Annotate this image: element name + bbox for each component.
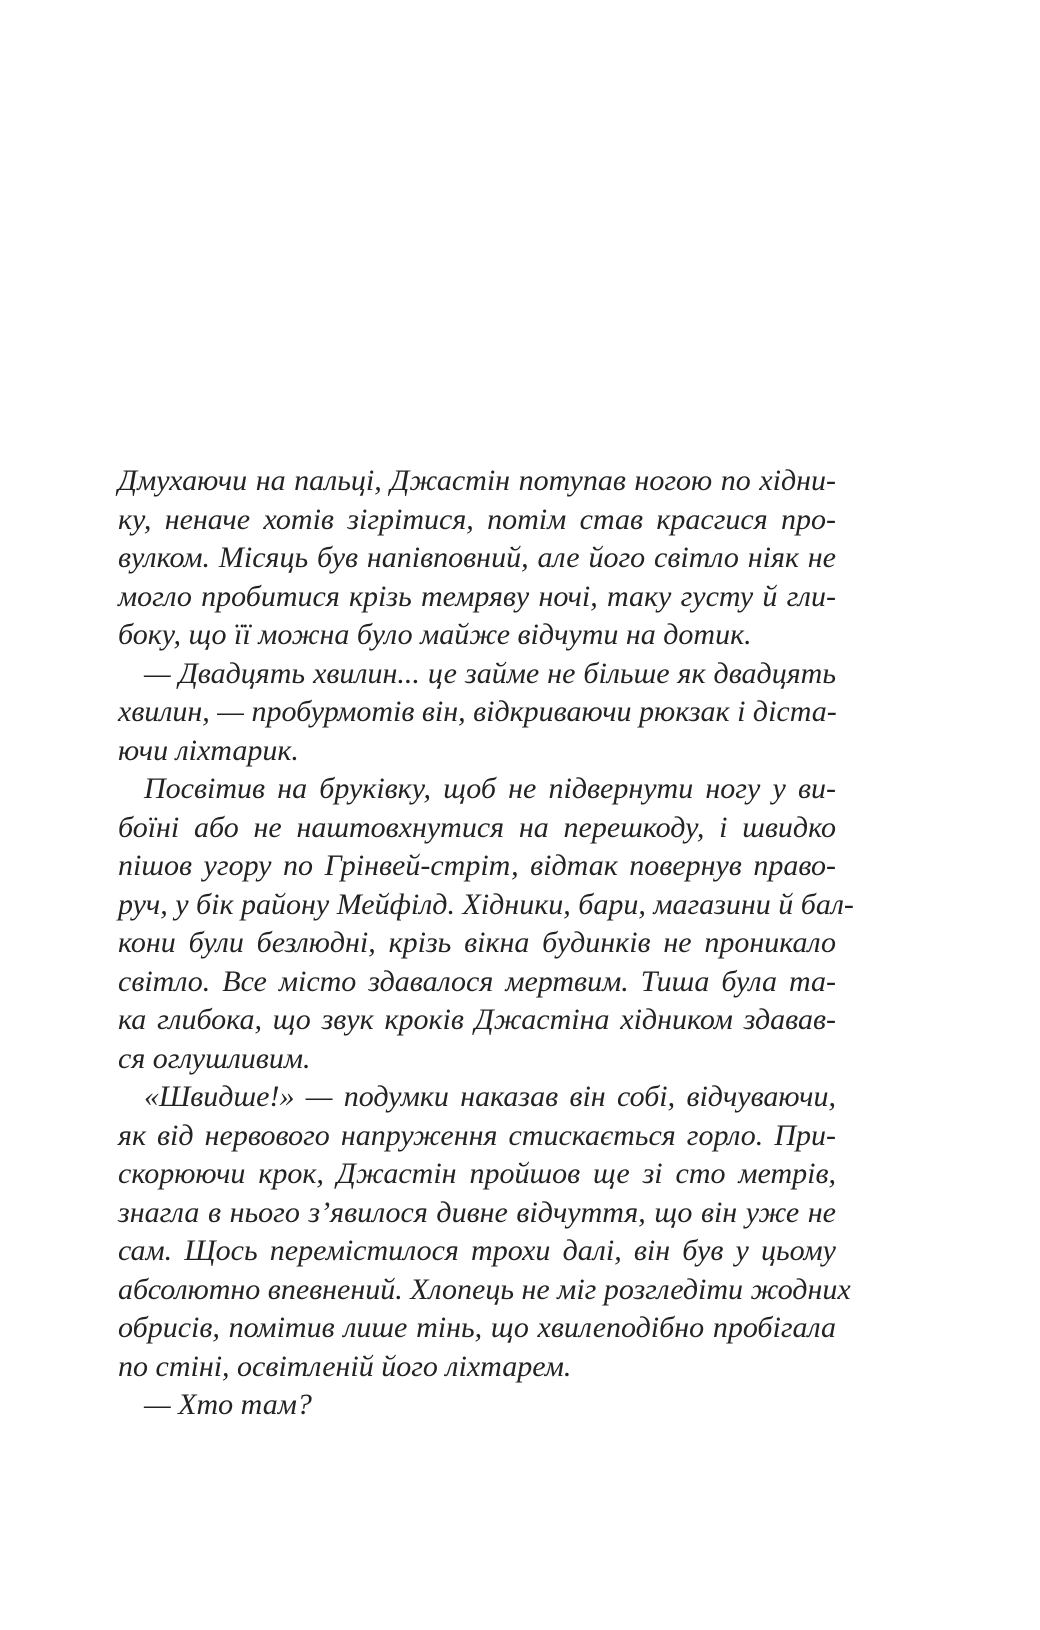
text-line: абсолютно впевнений. Хлопець не міг розгледіти жодних [118, 1272, 851, 1306]
text-line: ка глибока, що звук кроків Джастіна хідником здавав- [118, 1003, 836, 1036]
text-line: боїні або не наштовхнутися на перешкоду, і швидко [118, 810, 836, 844]
text-line: руч, у бік району Мейфілд. Хідники, бари, магазини й бал- [118, 887, 854, 921]
body-text [118, 462, 854, 1425]
text-line: сам. Щось перемістилося трохи далі, він був у цьому [118, 1234, 836, 1267]
text-line: могло пробитися крізь темряву ночі, таку густу й гли- [118, 579, 836, 613]
text-line: як від нервового напруження стискається горло. При- [118, 1118, 836, 1152]
text-line: Дмухаючи на пальці, Джастін потупав ногою по хідни- [118, 464, 836, 497]
text-line: по стіні, освітленій його ліхтарем. [118, 1349, 572, 1383]
text-line: ку, неначе хотів зігрітися, потім став красгися про- [118, 502, 836, 536]
text-line: ючи ліхтарик. [118, 733, 299, 767]
text-line: «Швидше!» — подумки наказав він собі, відчуваючи, [144, 1080, 836, 1113]
text-line: — Хто там? [144, 1388, 312, 1421]
text-line: Посвітив на бруківку, щоб не підвернути ногу у ви- [144, 772, 836, 805]
text-line: ся оглушливим. [118, 1041, 311, 1075]
text-line: хвилин, — пробурмотів він, відкриваючи рюкзак і діста- [118, 695, 837, 728]
text-line: — Двадцять хвилин... це займе не більше як двадцять [144, 656, 836, 690]
text-line: пішов угору по Грінвей-стріт, відтак повернув право- [118, 849, 836, 882]
text-line: світло. Все місто здавалося мертвим. Тиша була та- [118, 964, 836, 998]
text-line: обрисів, помітив лише тінь, що хвилеподібно пробігала [118, 1311, 836, 1344]
text-line: скорюючи крок, Джастін пройшов ще зі сто метрів, [118, 1157, 836, 1190]
text-line: боку, що її можна було майже відчути на дотик. [118, 618, 752, 651]
text-line: знагла в нього з’явилося дивне відчуття, що він уже не [118, 1195, 836, 1229]
text-line: кони були безлюдні, крізь вікна будинків не проникало [118, 926, 836, 959]
text-line: вулком. Місяць був напівповний, але його світло ніяк не [118, 541, 836, 574]
